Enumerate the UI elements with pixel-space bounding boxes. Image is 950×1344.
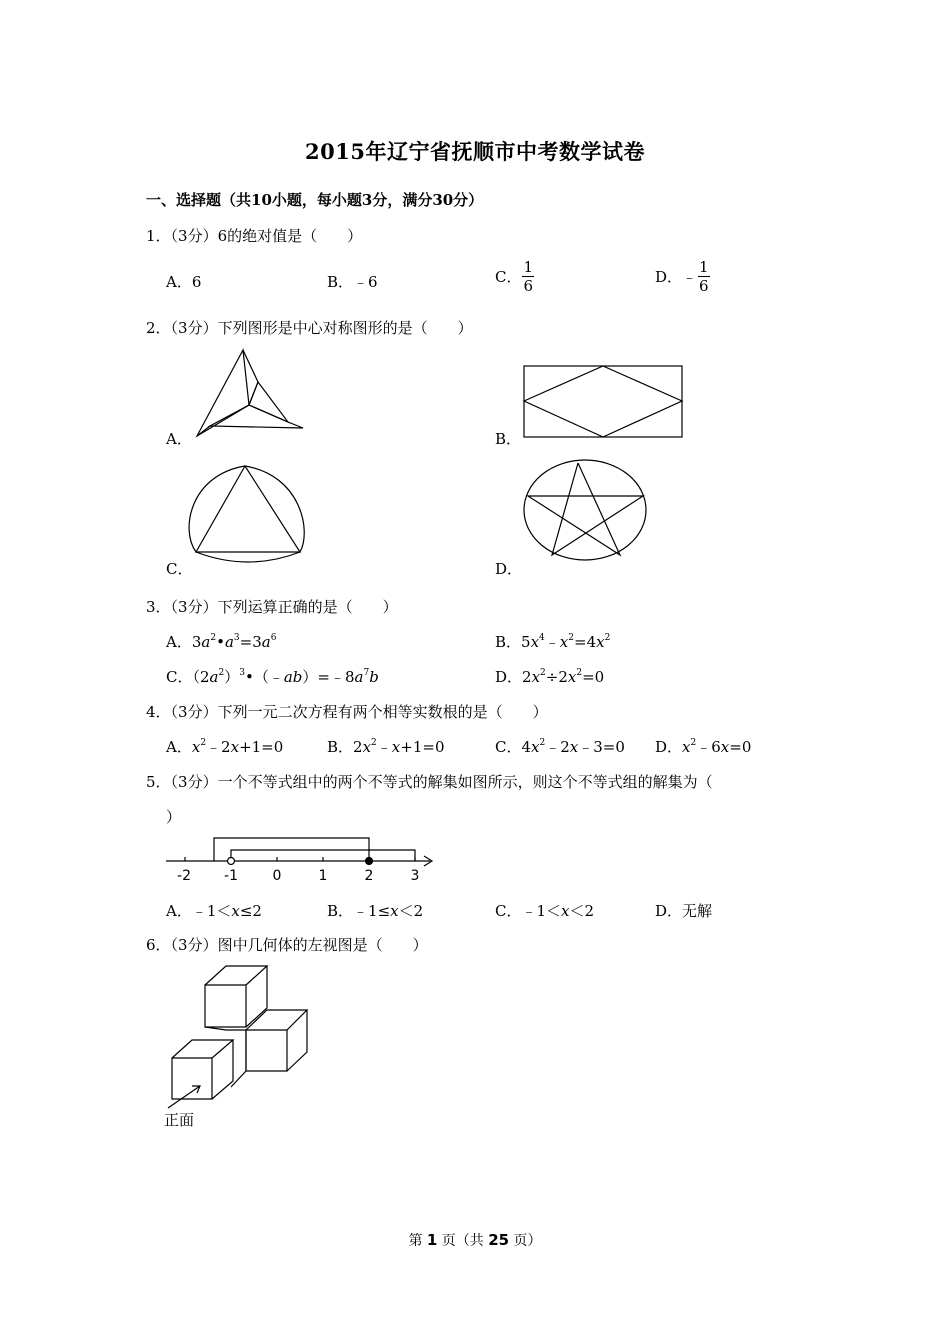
- q1-option-c-label: C．: [495, 268, 522, 286]
- q4-option-a-label: A．: [166, 738, 192, 756]
- q2-stem: 2．（3分）下列图形是中心对称图形的是（ ）: [146, 319, 473, 337]
- q5-option-c-label: C．: [495, 902, 522, 920]
- tick-label: -1: [224, 868, 238, 884]
- page-number: 1: [426, 1231, 438, 1249]
- fraction-denominator: 6: [523, 277, 534, 295]
- q4-option-b: B．$2x^2﹣x+1=0$: [327, 738, 445, 756]
- q4-option-c-label: C．: [495, 738, 522, 756]
- tick-label: -2: [177, 868, 191, 884]
- q3-option-b: B．$5x^4﹣x^2=4x^2$: [495, 633, 611, 651]
- q3-option-d-label: D．: [495, 668, 523, 686]
- q4-option-a: A．$x^2﹣2x+1=0$: [166, 738, 284, 756]
- fraction-numerator: 1: [699, 258, 709, 276]
- q2-option-c: C．: [166, 560, 193, 578]
- q4-option-b-label: B．: [327, 738, 354, 756]
- q1-option-b: B．﹣6: [327, 273, 378, 291]
- cube-front-lid: [172, 1040, 233, 1058]
- footer-suffix: 页）: [509, 1233, 542, 1249]
- total-pages: 25: [488, 1231, 510, 1249]
- tick-label: 3: [410, 868, 420, 884]
- q5-option-d: D．无解: [655, 902, 713, 920]
- tick-label: 0: [272, 868, 282, 884]
- fraction-denominator: 6: [699, 277, 709, 295]
- tick-label: 2: [364, 868, 374, 884]
- q4-option-c: C．$4x^2﹣2x﹣3=0$: [495, 738, 625, 756]
- tick-label: 1: [318, 868, 328, 884]
- q3-stem: 3．（3分）下列运算正确的是（ ）: [146, 598, 398, 616]
- q1-stem: 1．（3分）6的绝对值是（ ）: [146, 227, 363, 245]
- fraction-numerator: 1: [523, 258, 534, 276]
- q5-stem-end: ）: [166, 808, 182, 826]
- q3-option-a: A．$3a^2•a^3=3a^6$: [166, 633, 277, 651]
- q2-option-d: D．: [495, 560, 523, 578]
- q3-option-a-label: A．: [166, 633, 192, 651]
- cube-top-front: [205, 985, 246, 1027]
- cube-right-side: [287, 1010, 307, 1071]
- page-footer: [0, 1230, 950, 1250]
- q3-option-d: D．$2x^2\div 2x^2=0$: [495, 668, 605, 686]
- q3-option-c-label: C．: [166, 668, 193, 686]
- q5-option-b-label: B．: [327, 902, 354, 920]
- cube-right-front: [246, 1030, 287, 1071]
- q4-option-d-label: D．: [655, 738, 683, 756]
- q5-option-a-label: A．: [166, 902, 192, 920]
- q5-stem: 5．（3分）一个不等式组中的两个不等式的解集如图所示，则这个不等式组的解集为（: [146, 773, 713, 791]
- footer-prefix: 第: [408, 1233, 427, 1249]
- q6-stem: 6．（3分）图中几何体的左视图是（ ）: [146, 936, 428, 954]
- q4-stem: 4．（3分）下列一元二次方程有两个相等实数根的是（ ）: [146, 703, 548, 721]
- cube-right-lid: [246, 1010, 307, 1030]
- cube-top-lid: [205, 966, 267, 985]
- q5-option-a: A．﹣1＜x≤2: [166, 902, 262, 920]
- q3-option-b-label: B．: [495, 633, 522, 651]
- q5-option-c: C．﹣1＜x＜2: [495, 902, 595, 920]
- paper-title: 2015年辽宁省抚顺市中考数学试卷: [305, 139, 645, 164]
- footer-middle: 页（共: [437, 1233, 489, 1249]
- q2-option-a: A．: [166, 430, 192, 448]
- q2-option-b: B．: [495, 430, 522, 448]
- q1-option-a: A．6: [166, 273, 202, 291]
- q1-option-d-label: D．﹣: [655, 268, 698, 286]
- front-view-label: 正面: [164, 1111, 195, 1129]
- cube-front-face: [172, 1058, 212, 1099]
- q3-option-c: C．$(2a^2)^3•(﹣ab)=﹣8a^7b$: [166, 668, 379, 686]
- front-arrow: [168, 1086, 200, 1108]
- q4-option-d: D．$x^2﹣6x=0$: [655, 738, 752, 756]
- section-heading: 一、选择题（共10小题，每小题3分，满分30分）: [146, 191, 484, 209]
- q5-option-b: B．﹣1≤x＜2: [327, 902, 424, 920]
